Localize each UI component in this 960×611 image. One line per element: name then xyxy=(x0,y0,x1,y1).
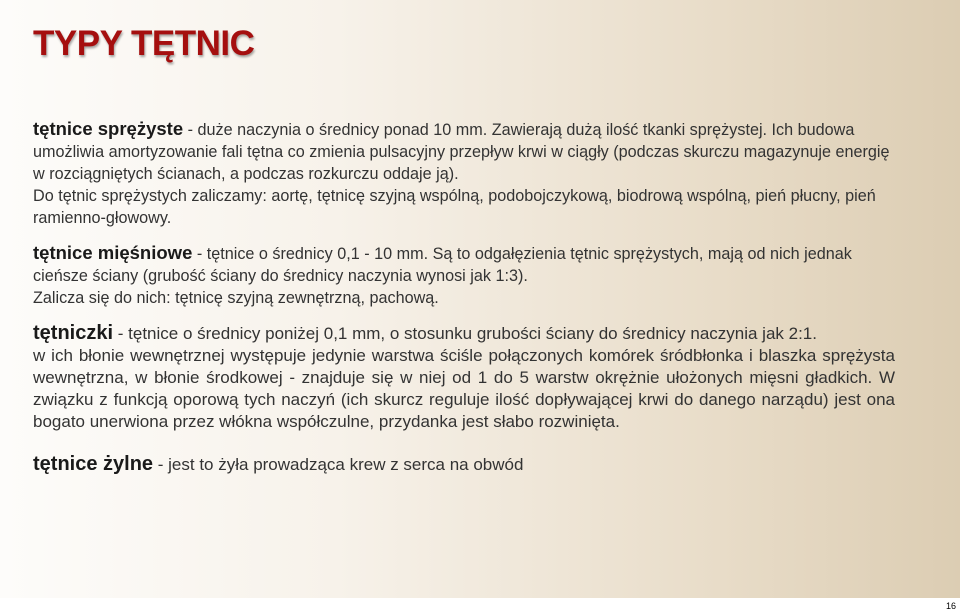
section-text: - duże naczynia o średnicy ponad 10 mm. Zawierają dużą ilość tkanki sprężystej. Ich budowa umożliwia amortyzowanie fali tętna co zmienia pulsacyjny przepływ krwi w ciągły (podczas skurczu magazynuje energię w rozciągniętych ścianach, a podczas rozkurczu oddaje ją). xyxy=(33,121,890,183)
section-term: tętniczki xyxy=(33,322,114,344)
section-text: - jest to żyła prowadząca krew z serca na obwód xyxy=(153,455,524,474)
section-arterioles xyxy=(33,322,895,345)
section-muscular-arteries-list: Zalicza się do nich: tętnicę szyjną zewnętrzną, pachową. xyxy=(33,289,439,307)
section-text: - tętnice o średnicy poniżej 0,1 mm, o stosunku grubości ściany do średnicy naczynia jak 2:1. xyxy=(113,324,817,343)
footer-strip xyxy=(0,598,960,611)
section-venous-arteries xyxy=(33,453,895,476)
section-text: - tętnice o średnicy 0,1 - 10 mm. Są to odgałęzienia tętnic sprężystych, mają od nich jednak cieńsze ściany (grubość ściany do średnicy naczynia wynosi jak 1:3). xyxy=(33,245,852,285)
section-term: tętnice żylne xyxy=(33,453,154,475)
section-term: tętnice mięśniowe xyxy=(33,242,193,263)
slide-title: TYPY TĘTNIC xyxy=(33,24,255,63)
section-arterioles-detail: w ich błonie wewnętrznej występuje jedynie warstwa ściśle połączonych komórek śródbłonka i blaszka sprężysta wewnętrzna, w błonie środkowej - znajduje się w niej od 1 do 5 warstw okrężnie ułożonych mięsni gładkich. W związku z funkcją oporową tych naczyń (ich skurcz reguluje ilość dopływającej krwi do danego narządu) jest ona bogato unerwiona przez włókna współczulne, przydanka jest słabo rozwinięta. xyxy=(33,346,895,431)
section-muscular-arteries xyxy=(33,242,895,287)
section-elastic-arteries-list: Do tętnic sprężystych zaliczamy: aortę, tętnicę szyjną wspólną, podobojczykową, biodrową wspólną, pień płucny, pień ramienno-głowowy. xyxy=(33,187,876,227)
section-elastic-arteries xyxy=(33,118,895,185)
section-term: tętnice sprężyste xyxy=(33,118,184,139)
slide-body xyxy=(33,118,895,476)
page-number: 16 xyxy=(945,601,956,611)
